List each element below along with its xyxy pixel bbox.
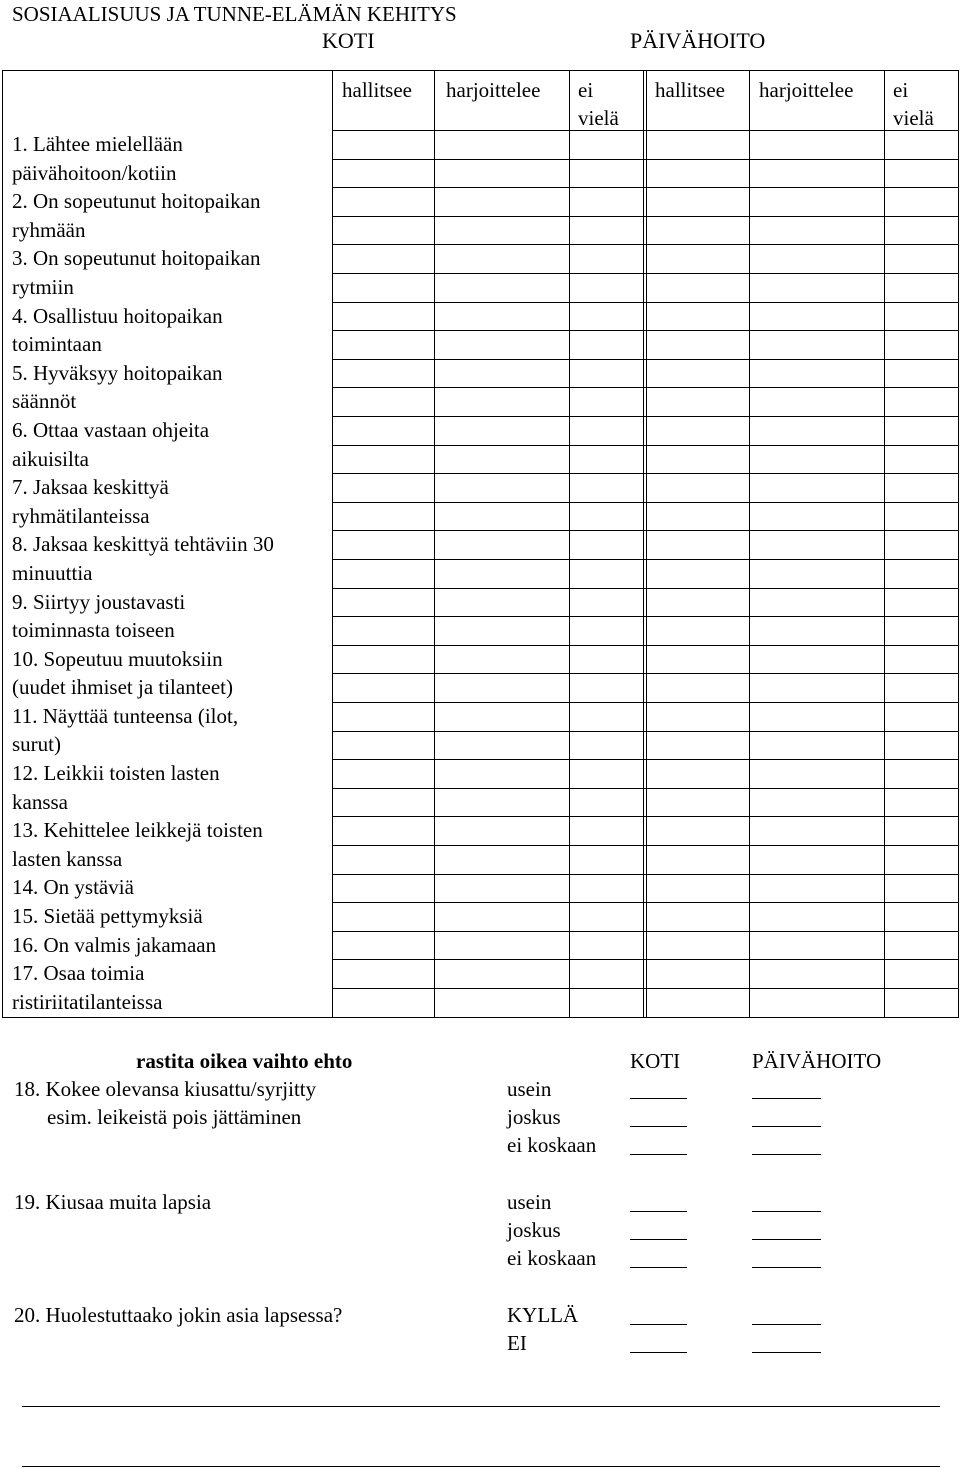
section-home: KOTI bbox=[322, 28, 375, 53]
item-text-line: 16. On valmis jakamaan bbox=[12, 932, 217, 957]
item-text-line: 17. Osaa toimia bbox=[12, 961, 145, 986]
item-text-line: 8. Jaksaa keskittyä tehtäviin 30 bbox=[12, 532, 274, 557]
item-text-line: 6. Ottaa vastaan ohjeita bbox=[12, 417, 210, 442]
item-text-line: 14. On ystäviä bbox=[12, 875, 134, 900]
checkbox-row-line[interactable] bbox=[332, 445, 959, 446]
answer-blank[interactable] bbox=[752, 1239, 821, 1240]
checkbox-row-line[interactable] bbox=[332, 988, 959, 989]
question-20: 20. Huolestuttaako jokin asia lapsessa? bbox=[14, 1303, 343, 1327]
item-text-line: 13. Kehittelee leikkejä toisten bbox=[12, 818, 263, 843]
question-18: 18. Kokee olevansa kiusattu/syrjitty bbox=[14, 1077, 317, 1101]
q19-option-often: usein bbox=[507, 1190, 552, 1214]
answer-blank[interactable] bbox=[752, 1324, 821, 1325]
q18-option-never: ei koskaan bbox=[507, 1133, 597, 1157]
checkbox-row-line[interactable] bbox=[332, 759, 959, 760]
checkbox-row-line[interactable] bbox=[332, 616, 959, 617]
question-18-example: esim. leikeistä pois jättäminen bbox=[47, 1105, 302, 1129]
item-text-line: 4. Osallistuu hoitopaikan bbox=[12, 303, 223, 328]
checkbox-row-line[interactable] bbox=[332, 1017, 959, 1018]
q18-option-often: usein bbox=[507, 1077, 552, 1101]
checkbox-row-line[interactable] bbox=[332, 959, 959, 960]
item-text-line: minuuttia bbox=[12, 560, 93, 585]
writing-line[interactable] bbox=[22, 1466, 940, 1467]
checkbox-row-line[interactable] bbox=[332, 845, 959, 846]
form-title: SOSIAALISUUS JA TUNNE-ELÄMÄN KEHITYS bbox=[12, 2, 457, 26]
checkbox-row-line[interactable] bbox=[332, 330, 959, 331]
col-daycare-not-yet: ei vielä bbox=[893, 78, 934, 130]
column-divider bbox=[434, 70, 435, 1018]
answer-blank[interactable] bbox=[630, 1352, 687, 1353]
checkbox-row-line[interactable] bbox=[332, 731, 959, 732]
checkbox-row-line[interactable] bbox=[332, 473, 959, 474]
checkbox-row-line[interactable] bbox=[332, 359, 959, 360]
item-text-line: (uudet ihmiset ja tilanteet) bbox=[12, 675, 234, 700]
item-text-line: päivähoitoon/kotiin bbox=[12, 160, 177, 185]
checkbox-row-line[interactable] bbox=[332, 702, 959, 703]
q20-option-yes: KYLLÄ bbox=[507, 1303, 579, 1327]
item-text-line: ryhmätilanteissa bbox=[12, 503, 150, 528]
checkbox-row-line[interactable] bbox=[332, 816, 959, 817]
answer-blank[interactable] bbox=[630, 1239, 687, 1240]
checkbox-row-line[interactable] bbox=[332, 302, 959, 303]
checkbox-row-line[interactable] bbox=[332, 159, 959, 160]
checkbox-row-line[interactable] bbox=[332, 645, 959, 646]
item-text-line: 1. Lähtee mielellään bbox=[12, 132, 183, 156]
item-text-line: surut) bbox=[12, 732, 61, 757]
answer-blank[interactable] bbox=[630, 1267, 687, 1268]
answer-blank[interactable] bbox=[752, 1267, 821, 1268]
item-text-line: 15. Sietää pettymyksiä bbox=[12, 904, 203, 929]
section-daycare: PÄIVÄHOITO bbox=[630, 28, 766, 53]
item-text-line: lasten kanssa bbox=[12, 846, 123, 871]
answer-blank[interactable] bbox=[630, 1154, 687, 1155]
col-home-practising: harjoittelee bbox=[446, 78, 541, 102]
item-text-line: 11. Näyttää tunteensa (ilot, bbox=[12, 703, 239, 728]
checkbox-row-line[interactable] bbox=[332, 244, 959, 245]
checkbox-row-line[interactable] bbox=[332, 130, 959, 131]
instruction-text: rastita oikea vaihto ehto bbox=[136, 1049, 353, 1073]
item-text-line: säännöt bbox=[12, 389, 77, 414]
item-list bbox=[12, 130, 274, 1016]
lower-daycare-header: PÄIVÄHOITO bbox=[752, 1049, 882, 1073]
column-divider bbox=[749, 70, 750, 1018]
answer-blank[interactable] bbox=[752, 1154, 821, 1155]
checkbox-row-line[interactable] bbox=[332, 874, 959, 875]
item-text-line: 9. Siirtyy joustavasti bbox=[12, 589, 186, 614]
answer-blank[interactable] bbox=[752, 1126, 821, 1127]
column-divider bbox=[884, 70, 885, 1018]
answer-blank[interactable] bbox=[752, 1352, 821, 1353]
column-divider bbox=[332, 70, 333, 1018]
item-text-line: 10. Sopeutuu muutoksiin bbox=[12, 646, 223, 671]
checkbox-row-line[interactable] bbox=[332, 902, 959, 903]
answer-blank[interactable] bbox=[752, 1098, 821, 1099]
column-divider bbox=[569, 70, 570, 1018]
answer-blank[interactable] bbox=[630, 1126, 687, 1127]
q19-option-sometimes: joskus bbox=[507, 1218, 561, 1242]
writing-line[interactable] bbox=[22, 1406, 940, 1407]
column-divider bbox=[646, 70, 647, 1018]
col-home-not-yet: ei vielä bbox=[578, 78, 619, 130]
item-text-line: 5. Hyväksyy hoitopaikan bbox=[12, 360, 223, 385]
checkbox-row-line[interactable] bbox=[332, 559, 959, 560]
item-text-line: 7. Jaksaa keskittyä bbox=[12, 475, 169, 500]
item-text-line: rytmiin bbox=[12, 274, 74, 299]
checkbox-row-line[interactable] bbox=[332, 416, 959, 417]
question-19: 19. Kiusaa muita lapsia bbox=[14, 1190, 212, 1214]
table-right-border bbox=[958, 70, 959, 1018]
item-text-line: 2. On sopeutunut hoitopaikan bbox=[12, 189, 261, 214]
item-text-line: 12. Leikkii toisten lasten bbox=[12, 761, 220, 786]
checkbox-row-line[interactable] bbox=[332, 931, 959, 932]
q20-option-no: EI bbox=[507, 1331, 527, 1355]
q19-option-never: ei koskaan bbox=[507, 1246, 597, 1270]
checkbox-row-line[interactable] bbox=[332, 502, 959, 503]
col-daycare-practising: harjoittelee bbox=[759, 78, 854, 102]
item-text-line: toimintaan bbox=[12, 332, 102, 357]
col-home-masters: hallitsee bbox=[342, 78, 412, 102]
item-text-line: ryhmään bbox=[12, 217, 86, 242]
answer-blank[interactable] bbox=[752, 1211, 821, 1212]
answer-blank[interactable] bbox=[630, 1211, 687, 1212]
checkbox-row-line[interactable] bbox=[332, 273, 959, 274]
checkbox-row-line[interactable] bbox=[332, 588, 959, 589]
item-text-line: 3. On sopeutunut hoitopaikan bbox=[12, 246, 261, 271]
lower-home-header: KOTI bbox=[630, 1049, 681, 1073]
checkbox-row-line[interactable] bbox=[332, 187, 959, 188]
item-text-line: aikuisilta bbox=[12, 446, 89, 471]
table-top-border bbox=[2, 70, 959, 71]
table-left-border bbox=[2, 70, 3, 1018]
checkbox-row-line[interactable] bbox=[332, 673, 959, 674]
answer-blank[interactable] bbox=[630, 1098, 687, 1099]
checkbox-row-line[interactable] bbox=[332, 530, 959, 531]
q18-option-sometimes: joskus bbox=[507, 1105, 561, 1129]
column-divider bbox=[643, 70, 644, 1018]
checkbox-row-line[interactable] bbox=[332, 387, 959, 388]
checkbox-row-line[interactable] bbox=[332, 788, 959, 789]
answer-blank[interactable] bbox=[630, 1324, 687, 1325]
item-text-line: toiminnasta toiseen bbox=[12, 618, 175, 643]
col-daycare-masters: hallitsee bbox=[655, 78, 725, 102]
checkbox-row-line[interactable] bbox=[332, 216, 959, 217]
item-text-line: ristiriitatilanteissa bbox=[12, 989, 163, 1014]
item-text-line: kanssa bbox=[12, 789, 68, 814]
